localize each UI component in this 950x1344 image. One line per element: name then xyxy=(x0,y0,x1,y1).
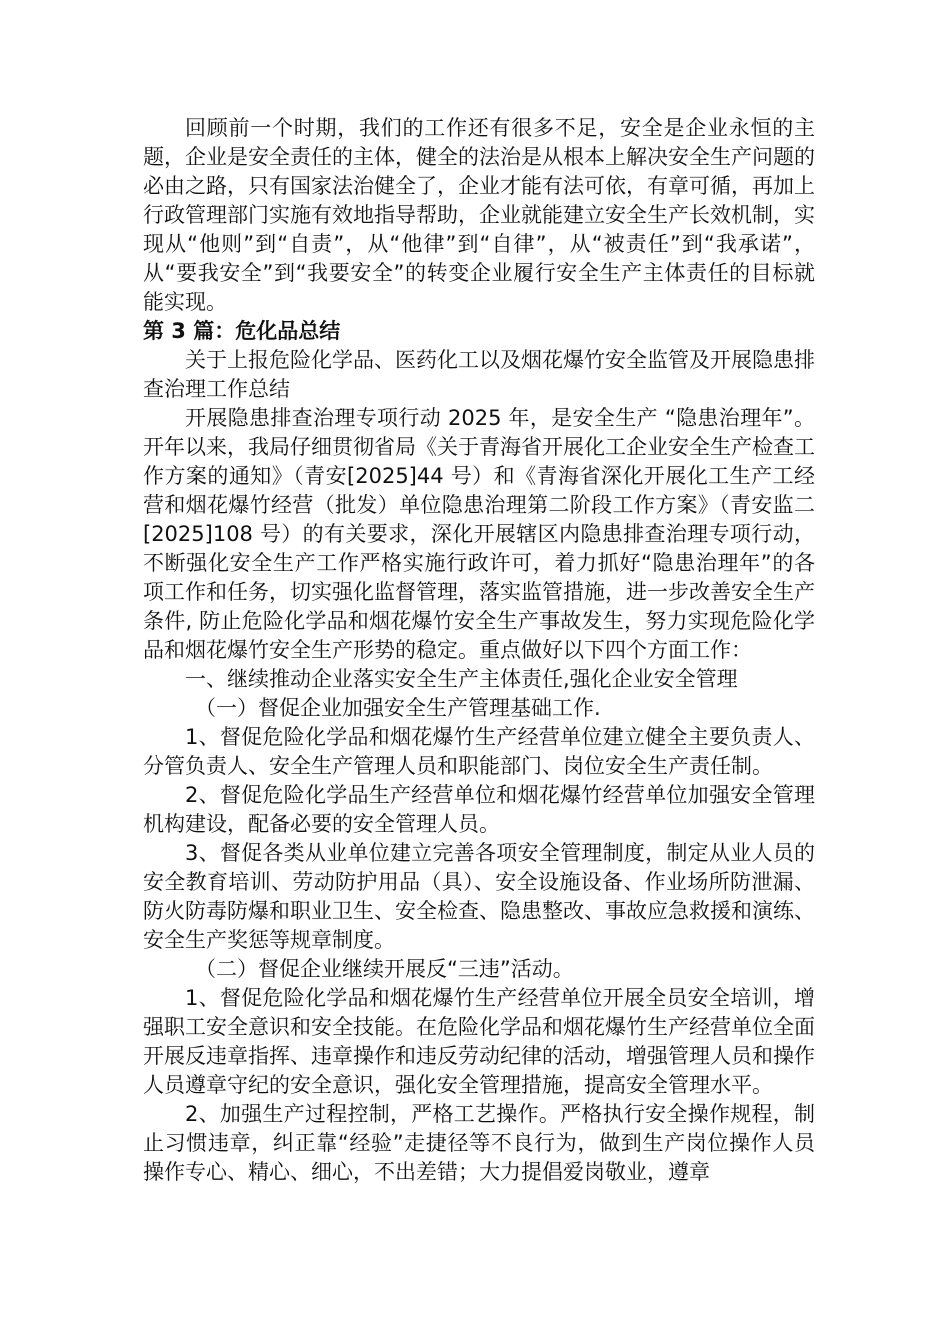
paragraph-overview: 开展隐患排查治理专项行动 2025 年，是安全生产 “隐患治理年”。开年以来，我局仔细贯彻省局《关于青海省开展化工企业安全生产检查工作方案的通知》（青安[2025]44 号）和《青海省深化开展化工生产工经营和烟花爆竹经营（批发）单位隐患治理第二阶段工作方案》（青安监二[2025]108 号）的有关要求，深化开展辖区内隐患排查治理专项行动，不断强化安全生产工作严格实施行政许可，着力抓好“隐患治理年”的各项工作和任务，切实强化监督管理，落实监管措施，进一步改善安全生产条件, 防止危险化学品和烟花爆竹安全生产事故发生，努力实现危险化学品和烟花爆竹安全生产形势的稳定。重点做好以下四个方面工作： xyxy=(143,406,815,662)
paragraph-review: 回顾前一个时期，我们的工作还有很多不足，安全是企业永恒的主题，企业是安全责任的主体，健全的法治是从根本上解决安全生产问题的必由之路，只有国家法治健全了，企业才能有法可依，有章可循，再加上行政管理部门实施有效地指导帮助，企业就能建立安全生产长效机制，实现从“他则”到“自责”，从“他律”到“自律”，从“被责任”到“我承诺”，从“要我安全”到“我要安全”的转变企业履行安全生产主体责任的目标就能实现。 xyxy=(143,116,815,314)
paragraph-item-2-2: 2、加强生产过程控制，严格工艺操作。严格执行安全操作规程，制止习惯违章，纠正靠“经验”走捷径等不良行为，做到生产岗位操作人员操作专心、精心、细心，不出差错；大力提倡爱岗敬业，遵章 xyxy=(143,1102,815,1184)
paragraph-section-one: 一、继续推动企业落实安全生产主体责任,强化企业安全管理 xyxy=(185,667,738,691)
paragraph-item-2-1: 1、督促危险化学品和烟花爆竹生产经营单位开展全员安全培训，增强职工安全意识和安全技能。在危险化学品和烟花爆竹生产经营单位全面开展反违章指挥、违章操作和违反劳动纪律的活动，增强管理人员和操作人员遵章守纪的安全意识，强化安全管理措施，提高安全管理水平。 xyxy=(143,986,815,1097)
paragraph-report-title: 关于上报危险化学品、医药化工以及烟花爆竹安全监管及开展隐患排查治理工作总结 xyxy=(143,348,815,401)
section-heading: 第 3 篇：危化品总结 xyxy=(143,319,341,343)
paragraph-subsection-two: （二）督促企业继续开展反“三违”活动。 xyxy=(195,957,574,981)
paragraph-subsection-one: （一）督促企业加强安全生产管理基础工作. xyxy=(195,696,601,720)
document-body xyxy=(143,114,815,1187)
paragraph-item-1-3: 3、督促各类从业单位建立完善各项安全管理制度，制定从业人员的安全教育培训、劳动防护用品（具）、安全设施设备、作业场所防泄漏、防火防毒防爆和职业卫生、安全检查、隐患整改、事故应急救援和演练、安全生产奖惩等规章制度。 xyxy=(143,841,815,952)
paragraph-item-1-2: 2、督促危险化学品生产经营单位和烟花爆竹经营单位加强安全管理机构建设，配备必要的安全管理人员。 xyxy=(143,783,815,836)
paragraph-item-1-1: 1、督促危险化学品和烟花爆竹生产经营单位建立健全主要负责人、分管负责人、安全生产管理人员和职能部门、岗位安全生产责任制。 xyxy=(143,725,815,778)
